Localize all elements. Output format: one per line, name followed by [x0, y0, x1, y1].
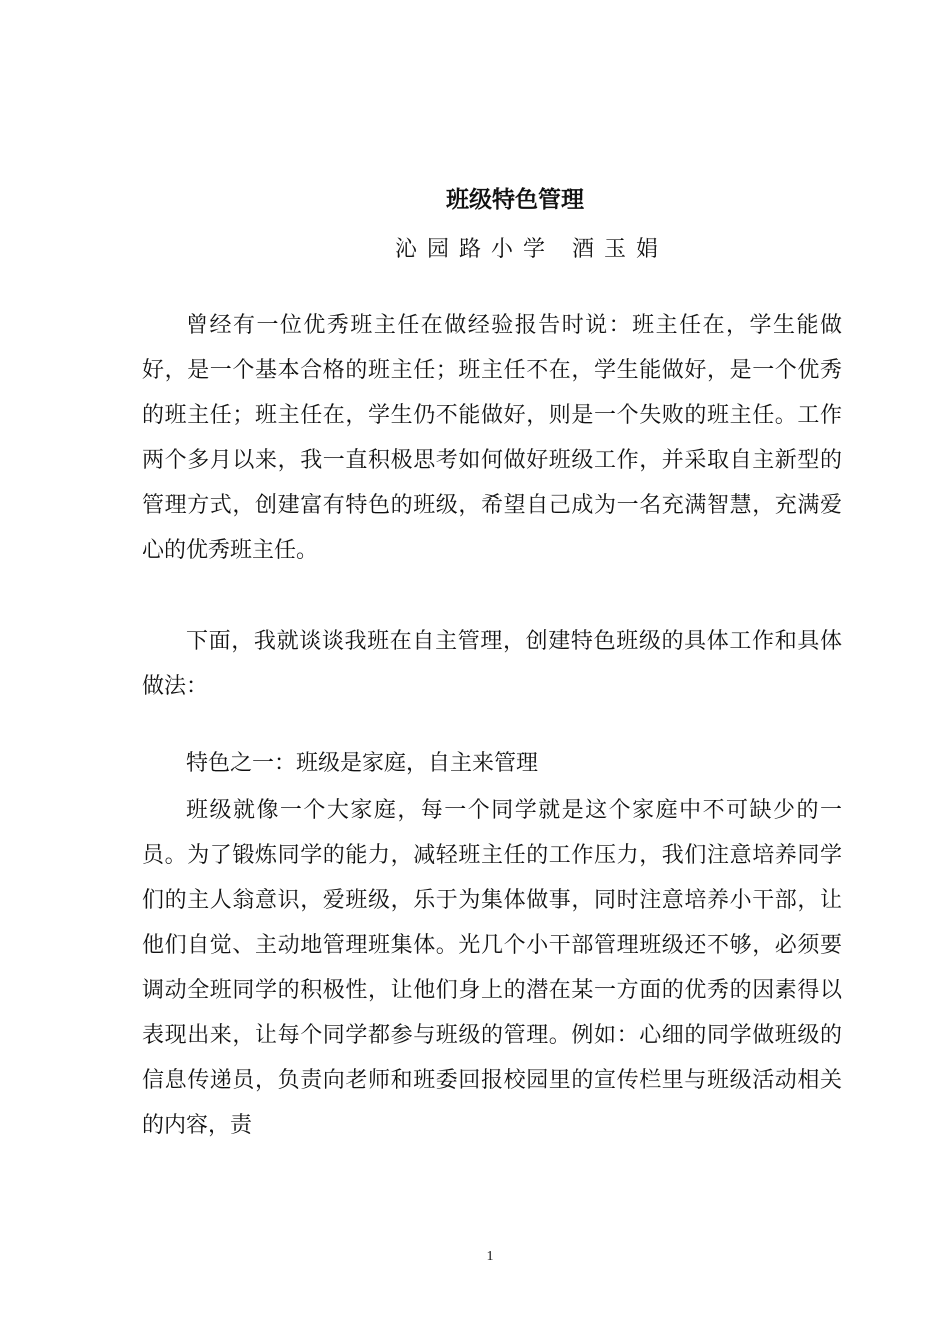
author-line: 沁园路小学 酒玉娟 — [395, 237, 668, 262]
document-title: 班级特色管理 — [446, 187, 584, 213]
section-heading: 特色之一：班级是家庭，自主来管理 — [186, 751, 539, 776]
paragraph-section-one: 班级就像一个大家庭，每一个同学就是这个家庭中不可缺少的一员。为了锻炼同学的能力，减轻班主任的工作压力，我们注意培养同学们的主人翁意识，爱班级，乐于为集体做事，同时注意培养小干部，让他们自觉、主动地管理班集体。光几个小干部管理班级还不够，必须要调动全班同学的积极性，让他们身上的潜在某一方面的优秀的因素得以表现出来，让每个同学都参与班级的管理。例如：心细的同学做班级的信息传递员，负责向老师和班委回报校园里的宣传栏里与班级活动相关的内容，责 — [142, 798, 842, 1138]
paragraph-intro: 曾经有一位优秀班主任在做经验报告时说：班主任在，学生能做好，是一个基本合格的班主任；班主任不在，学生能做好，是一个优秀的班主任；班主任在，学生仍不能做好，则是一个失败的班主任。工作两个多月以来，我一直积极思考如何做好班级工作，并采取自主新型的管理方式，创建富有特色的班级，希望自己成为一名充满智慧，充满爱心的优秀班主任。 — [142, 313, 842, 563]
page-number: 1 — [486, 1249, 494, 1264]
paragraph-transition: 下面，我就谈谈我班在自主管理，创建特色班级的具体工作和具体做法： — [142, 629, 842, 699]
